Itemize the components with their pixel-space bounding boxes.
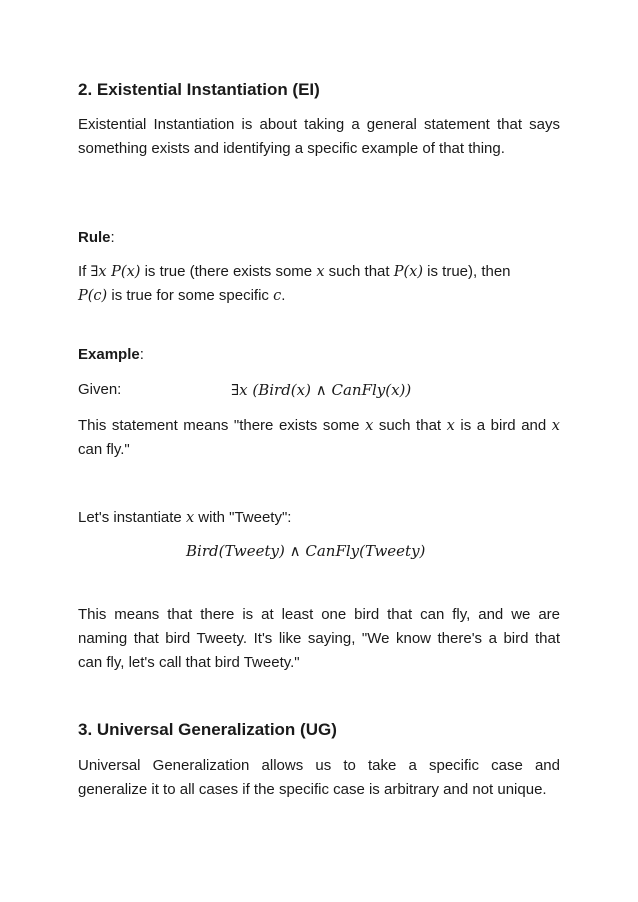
text-run: is true (there exists some: [140, 263, 317, 280]
example-label: Example: [78, 346, 140, 363]
rule-label: Rule: [78, 229, 111, 246]
rule-line-1: [78, 260, 511, 284]
example-label-line: [78, 343, 144, 367]
math-run: c: [273, 288, 282, 304]
rule-colon: :: [110, 229, 115, 246]
math-run: x: [316, 264, 325, 280]
math-run: ∃x P(x): [90, 264, 141, 280]
math-run: P(c): [78, 288, 108, 304]
given-label: Given:: [78, 381, 122, 398]
math-run: x: [446, 418, 455, 434]
math-run: x: [551, 418, 560, 434]
instance-formula: Bird(Tweety) ∧ CanFly(Tweety): [186, 542, 426, 560]
section-heading-ei: 2. Existential Instantiation (EI): [78, 80, 320, 99]
instantiate-line: [78, 506, 291, 530]
text-run: is true), then: [422, 263, 511, 280]
text-run: such that: [373, 417, 447, 434]
text-run: is true for some specific: [107, 287, 274, 304]
math-run: P(x): [393, 264, 423, 280]
math-run: x: [185, 510, 195, 526]
text-run: This statement means "there exists some: [78, 417, 366, 434]
rule-label-line: [78, 226, 115, 250]
text-run: If: [78, 263, 91, 280]
text-run: such that: [324, 263, 394, 280]
text-run: Let's instantiate: [78, 509, 186, 526]
text-run: .: [281, 287, 286, 304]
rule-line-2: [78, 284, 285, 308]
math-run: x: [365, 418, 374, 434]
text-run: can fly.": [78, 441, 130, 458]
conclusion-paragraph: This means that there is at least one bird that can fly, and we are naming that bird Tweety. It's like saying, "We know there's a bird that can fly, let's call that bird Tweety.": [78, 606, 560, 671]
meaning-paragraph: [78, 414, 560, 462]
section-heading-ug: 3. Universal Generalization (UG): [78, 720, 337, 739]
ug-intro-paragraph: Universal Generalization allows us to take a specific case and generalize it to all cases if the specific case is arbitrary and not unique.: [78, 757, 560, 798]
text-run: is a bird and: [454, 417, 552, 434]
given-formula: ∃x (Bird(x) ∧ CanFly(x)): [231, 381, 412, 399]
ei-intro-paragraph: Existential Instantiation is about taking a general statement that says something exists and identifying a specific example of that thing.: [78, 116, 560, 157]
example-colon: :: [139, 346, 144, 363]
text-run: with "Tweety":: [194, 509, 292, 526]
